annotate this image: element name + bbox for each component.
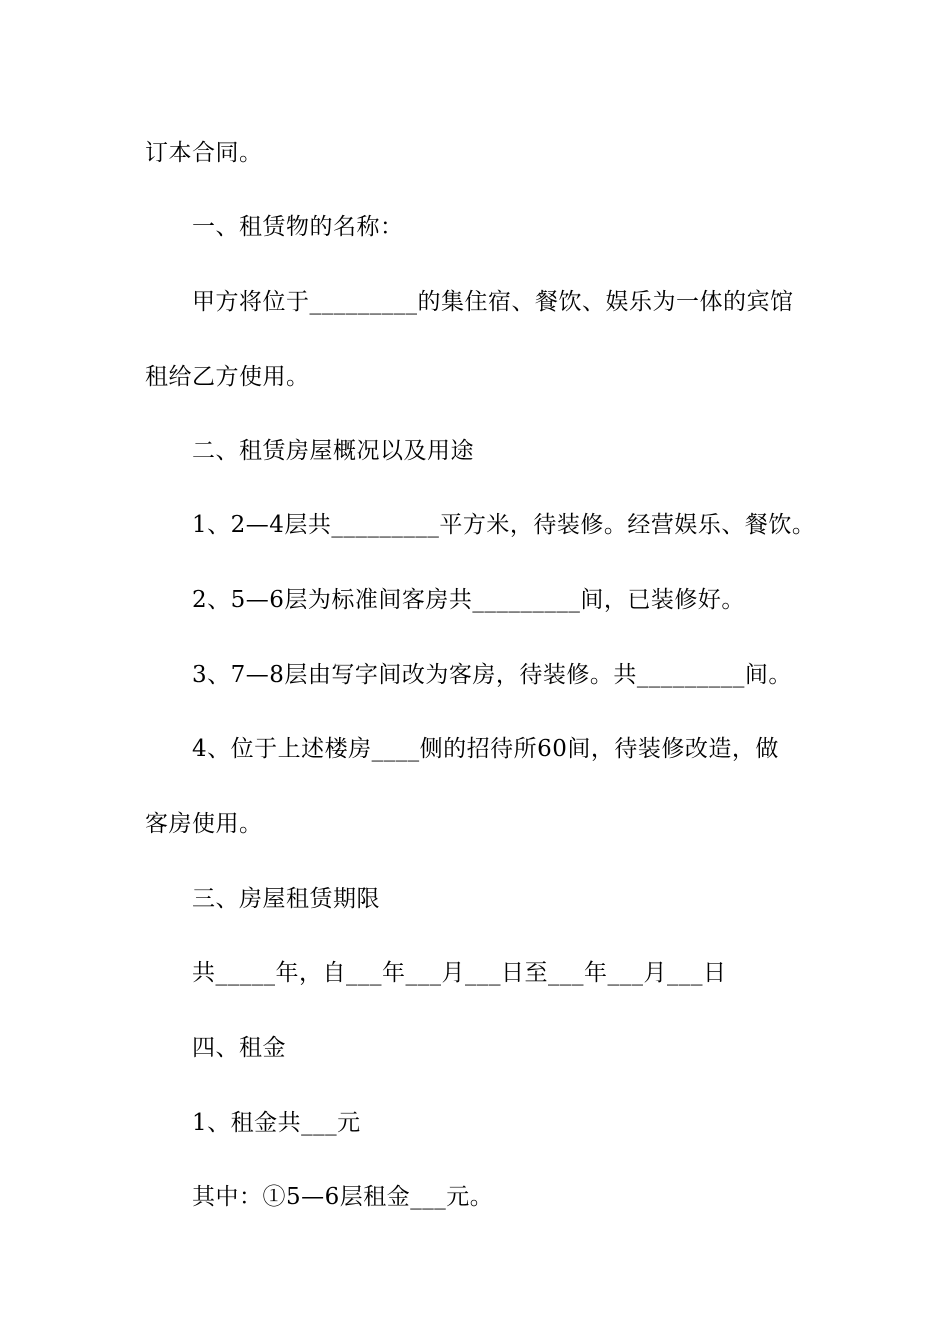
heading-section-2-premises-overview: 二、租赁房屋概况以及用途 xyxy=(192,438,474,464)
text-line-item-3-floors-7-8: 3、7—8层由写字间改为客房，待装修。共_________间。 xyxy=(192,662,792,688)
text-line-item-1-floors-2-4: 1、2—4层共_________平方米，待装修。经营娱乐、餐饮。 xyxy=(192,512,816,538)
heading-section-1-leased-item-name: 一、租赁物的名称： xyxy=(192,214,404,240)
text-line-item-4-guesthouse: 4、位于上述楼房____侧的招待所60间，待装修改造，做 xyxy=(192,736,779,762)
text-line-contract-continuation: 订本合同。 xyxy=(145,140,263,166)
text-line-guest-room-use: 客房使用。 xyxy=(145,811,263,837)
text-line-rent-floors-5-6: 其中：①5—6层租金___元。 xyxy=(192,1184,494,1210)
text-line-lease-period-dates: 共_____年，自___年___月___日至___年___月___日 xyxy=(192,960,727,986)
text-line-item-2-floors-5-6: 2、5—6层为标准间客房共_________间，已装修好。 xyxy=(192,587,745,613)
text-line-hotel-location: 甲方将位于_________的集住宿、餐饮、娱乐为一体的宾馆 xyxy=(192,289,794,315)
text-line-lease-to-party-b: 租给乙方使用。 xyxy=(145,364,310,390)
heading-section-4-rent: 四、租金 xyxy=(192,1035,286,1061)
text-line-total-rent: 1、租金共___元 xyxy=(192,1110,361,1136)
heading-section-3-lease-term: 三、房屋租赁期限 xyxy=(192,886,380,912)
